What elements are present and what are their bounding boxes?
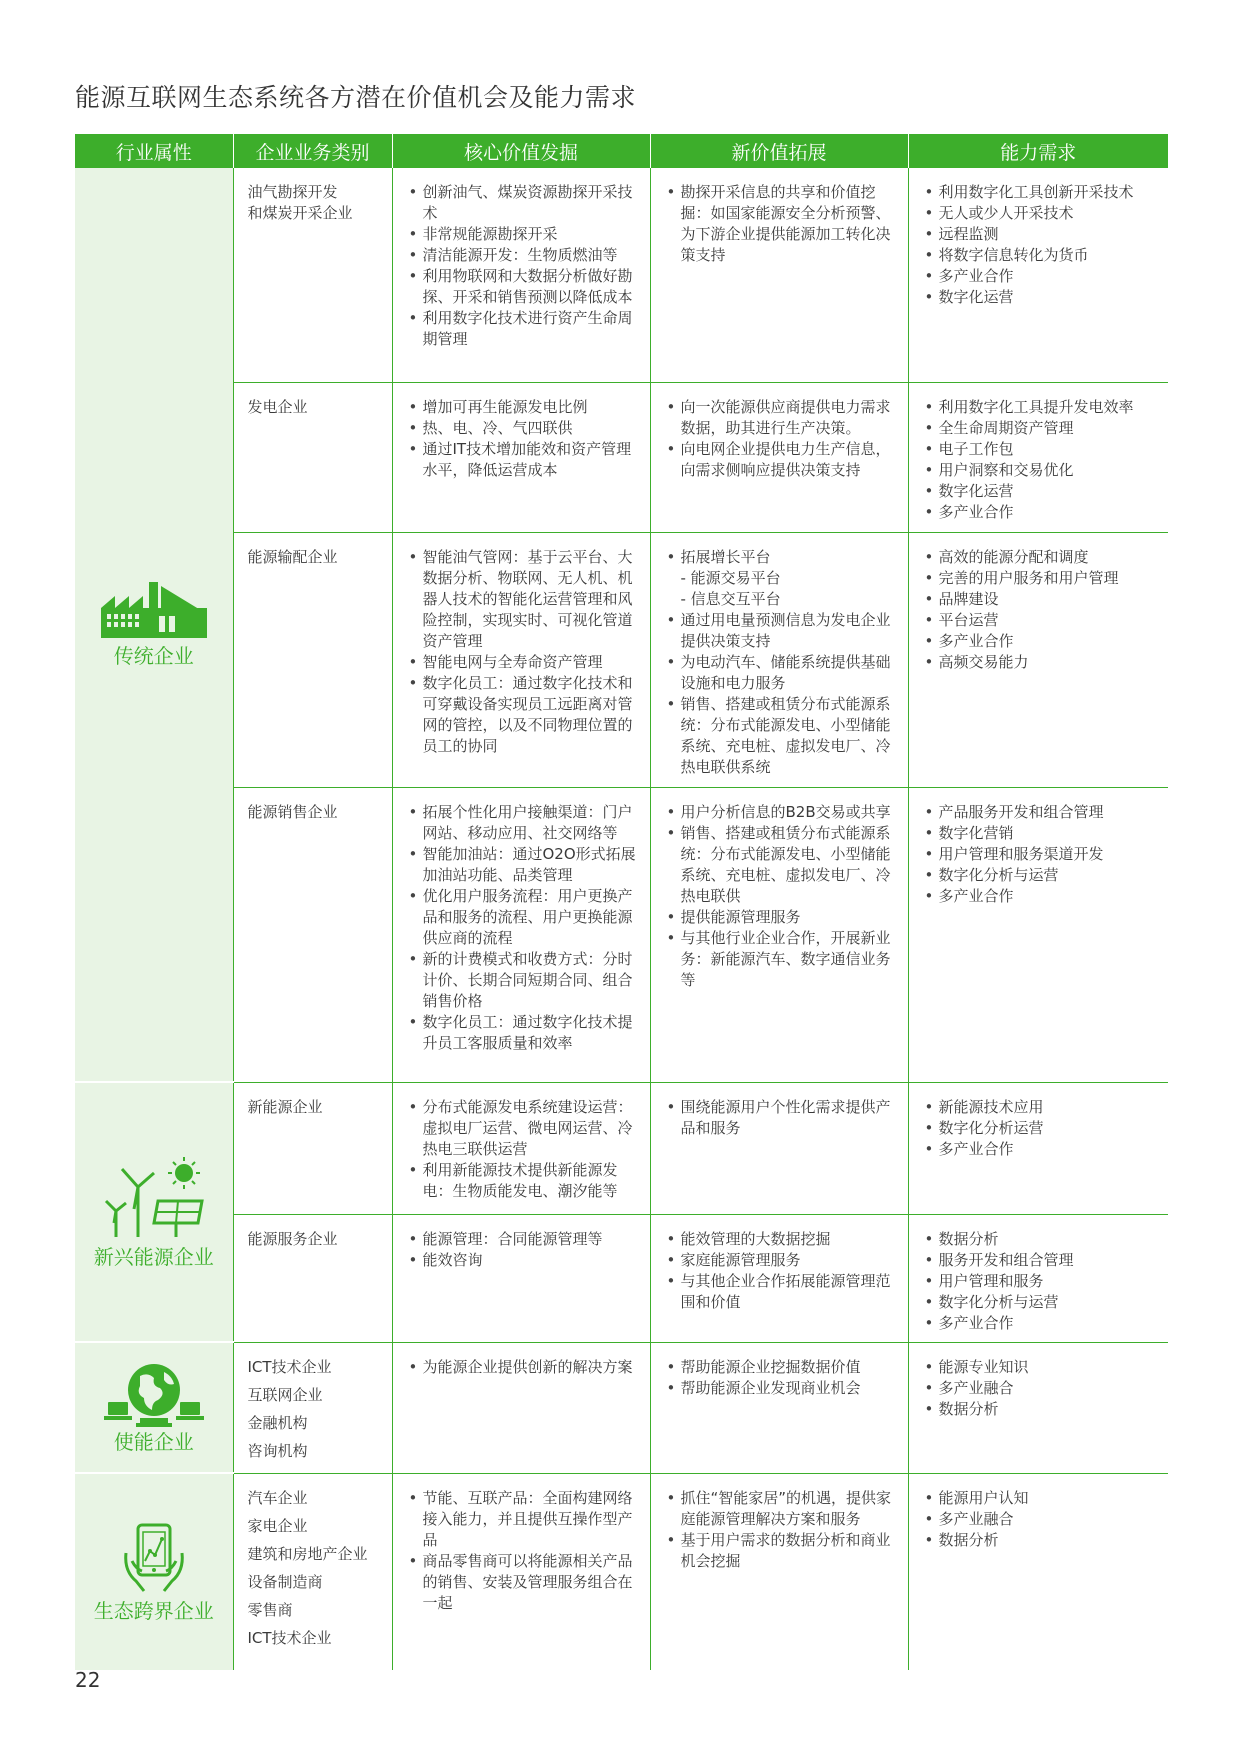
- table-row: [75, 1473, 1168, 1670]
- list-item: • 多产业融合: [923, 1509, 1159, 1530]
- business-type: 新能源企业: [247, 1097, 323, 1116]
- list-item: • 为电动汽车、储能系统提供基础设施和电力服务: [665, 652, 898, 694]
- list-item: • 帮助能源企业挖掘数据价值: [665, 1357, 898, 1378]
- list-item: • 销售、搭建或租赁分布式能源系统：分布式能源发电、小型储能系统、充电桩、虚拟发电厂、冷热电联供系统: [665, 694, 898, 778]
- list-item: • 用户洞察和交易优化: [923, 460, 1159, 481]
- wind-solar-icon: [104, 1157, 204, 1239]
- page-number: 22: [75, 1668, 101, 1692]
- list-item: • 数字化分析与运营: [923, 865, 1159, 886]
- list-item: • 清洁能源开发：生物质燃油等: [407, 245, 640, 266]
- new-value-cell: [650, 1214, 908, 1342]
- list-item: • 家庭能源管理服务: [665, 1250, 898, 1271]
- header-capability: 能力需求: [908, 134, 1168, 168]
- list-item: • 向一次能源供应商提供电力需求数据，助其进行生产决策。: [665, 397, 898, 439]
- list-item: • 数字化分析运营: [923, 1118, 1159, 1139]
- list-item: • 用户管理和服务: [923, 1271, 1159, 1292]
- business-type: 能源销售企业: [247, 802, 338, 821]
- business-type: 家电企业: [247, 1516, 308, 1535]
- capability-cell: [908, 382, 1168, 532]
- list-item: • 利用数字化技术进行资产生命周期管理: [407, 308, 640, 350]
- list-item: • 数据分析: [923, 1530, 1159, 1551]
- category-enabling: [75, 1342, 233, 1473]
- list-item: • 数字化运营: [923, 287, 1159, 308]
- list-item: • 数字化员工：通过数字化技术和可穿戴设备实现员工远距离对管网的管控，以及不同物理位置的员工的协同: [407, 673, 640, 757]
- list-item: • 利用数字化工具提升发电效率: [923, 397, 1159, 418]
- list-item: • 全生命周期资产管理: [923, 418, 1159, 439]
- capability-cell: [908, 1473, 1168, 1670]
- core-value-cell: [392, 787, 650, 1082]
- list-item: • 智能加油站：通过O2O形式拓展加油站功能、品类管理: [407, 844, 640, 886]
- list-item: • 多产业融合: [923, 1378, 1159, 1399]
- list-item: • 新能源技术应用: [923, 1097, 1159, 1118]
- core-value-cell: [392, 1342, 650, 1473]
- list-item: • 多产业合作: [923, 1139, 1159, 1160]
- list-item: • 服务开发和组合管理: [923, 1250, 1159, 1271]
- list-item: • 非常规能源勘探开采: [407, 224, 640, 245]
- list-item: • 能源管理：合同能源管理等: [407, 1229, 640, 1250]
- list-item: • 商品零售商可以将能源相关产品的销售、安装及管理服务组合在一起: [407, 1551, 640, 1614]
- list-item: • 多产业合作: [923, 631, 1159, 652]
- list-item: • 能效管理的大数据挖掘: [665, 1229, 898, 1250]
- list-item: • 拓展个性化用户接触渠道：门户网站、移动应用、社交网络等: [407, 802, 640, 844]
- list-item: • 提供能源管理服务: [665, 907, 898, 928]
- table-row: [75, 1342, 1168, 1473]
- category-ecosystem-crossover: [75, 1473, 233, 1670]
- table-header-row: [75, 134, 1168, 168]
- new-value-cell: [650, 382, 908, 532]
- list-item: • 无人或少人开采技术: [923, 203, 1159, 224]
- list-item: • 通过IT技术增加能效和资产管理水平，降低运营成本: [407, 439, 640, 481]
- list-item: • 多产业合作: [923, 266, 1159, 287]
- list-item: • 数据分析: [923, 1399, 1159, 1420]
- core-value-cell: [392, 168, 650, 382]
- list-item: • 分布式能源发电系统建设运营：虚拟电厂运营、微电网运营、冷热电三联供运营: [407, 1097, 640, 1160]
- business-type-cell: [233, 168, 392, 382]
- business-type-cell: [233, 382, 392, 532]
- list-item: • 数字化员工：通过数字化技术提升员工客服质量和效率: [407, 1012, 640, 1054]
- list-item: • 基于用户需求的数据分析和商业机会挖掘: [665, 1530, 898, 1572]
- capability-cell: [908, 787, 1168, 1082]
- category-label: 生态跨界企业: [93, 1598, 214, 1623]
- category-emerging-energy: [75, 1082, 233, 1342]
- list-item: • 能效咨询: [407, 1250, 640, 1271]
- list-item: • 产品服务开发和组合管理: [923, 802, 1159, 823]
- table-row: [75, 787, 1168, 1082]
- list-item: • 高频交易能力: [923, 652, 1159, 673]
- page-title: 能源互联网生态系统各方潜在价值机会及能力需求: [75, 83, 637, 112]
- new-value-cell: [650, 787, 908, 1082]
- list-item: • 创新油气、煤炭资源勘探开采技术: [407, 182, 640, 224]
- new-value-cell: [650, 532, 908, 787]
- business-type: 油气勘探开发: [247, 183, 338, 201]
- list-item: • 平台运营: [923, 610, 1159, 631]
- list-item: • 数字化营销: [923, 823, 1159, 844]
- core-value-cell: [392, 382, 650, 532]
- business-type: 汽车企业: [247, 1488, 308, 1507]
- table-row: [75, 1214, 1168, 1342]
- business-type: ICT技术企业: [247, 1357, 332, 1376]
- list-item: • 为能源企业提供创新的解决方案: [407, 1357, 640, 1378]
- core-value-cell: [392, 1473, 650, 1670]
- list-item: • 远程监测: [923, 224, 1159, 245]
- new-value-cell: [650, 1082, 908, 1214]
- business-type: 和煤炭开采企业: [247, 204, 353, 222]
- list-item: • 用户分析信息的B2B交易或共享: [665, 802, 898, 823]
- list-item: • 销售、搭建或租赁分布式能源系统：分布式能源发电、小型储能系统、充电桩、虚拟发电厂、冷热电联供: [665, 823, 898, 907]
- list-item: • 品牌建设: [923, 589, 1159, 610]
- list-item: • 与其他企业合作拓展能源管理范围和价值: [665, 1271, 898, 1313]
- list-item: • 数字化分析与运营: [923, 1292, 1159, 1313]
- business-type: ICT技术企业: [247, 1628, 332, 1647]
- list-item: • 勘探开采信息的共享和价值挖掘：如国家能源安全分析预警、为下游企业提供能源加工转化决策支持: [665, 182, 898, 266]
- list-item: • 围绕能源用户个性化需求提供产品和服务: [665, 1097, 898, 1139]
- list-item: • 高效的能源分配和调度: [923, 547, 1159, 568]
- list-item: • 电子工作包: [923, 439, 1159, 460]
- list-item: • 将数字信息转化为货币: [923, 245, 1159, 266]
- business-type: 互联网企业: [247, 1385, 323, 1404]
- core-value-cell: [392, 532, 650, 787]
- table-row: [75, 382, 1168, 532]
- list-item: • 优化用户服务流程：用户更换产品和服务的流程、用户更换能源供应商的流程: [407, 886, 640, 949]
- new-value-cell: [650, 1342, 908, 1473]
- factory-icon: [101, 582, 207, 638]
- table-row: [75, 1082, 1168, 1214]
- list-item: • 用户管理和服务渠道开发: [923, 844, 1159, 865]
- list-item: • 数字化运营: [923, 481, 1159, 502]
- new-value-cell: [650, 168, 908, 382]
- business-type-cell: [233, 1342, 392, 1473]
- list-item: • 完善的用户服务和用户管理: [923, 568, 1159, 589]
- list-item: • 通过用电量预测信息为发电企业提供决策支持: [665, 610, 898, 652]
- category-label: 使能企业: [113, 1430, 194, 1454]
- header-industry: 行业属性: [75, 134, 233, 168]
- business-type: 发电企业: [247, 397, 308, 416]
- core-value-cell: [392, 1082, 650, 1214]
- business-type: 能源输配企业: [247, 547, 338, 566]
- list-subitem: - 能源交易平台: [680, 568, 781, 587]
- list-item: • 数据分析: [923, 1229, 1159, 1250]
- globe-network-icon: [104, 1362, 204, 1428]
- value-opportunity-table: [75, 134, 1168, 1670]
- business-type-cell: [233, 1214, 392, 1342]
- list-item: • 智能电网与全寿命资产管理: [407, 652, 640, 673]
- business-type-cell: [233, 787, 392, 1082]
- core-value-cell: [392, 1214, 650, 1342]
- business-type-cell: [233, 1473, 392, 1670]
- business-type: 建筑和房地产企业: [247, 1544, 368, 1563]
- new-value-cell: [650, 1473, 908, 1670]
- list-item: • 多产业合作: [923, 502, 1159, 523]
- capability-cell: [908, 1342, 1168, 1473]
- list-item: • 与其他行业企业合作，开展新业务：新能源汽车、数字通信业务等: [665, 928, 898, 991]
- capability-cell: [908, 1082, 1168, 1214]
- header-new-value: 新价值拓展: [650, 134, 908, 168]
- list-item: • 新的计费模式和收费方式：分时计价、长期合同短期合同、组合销售价格: [407, 949, 640, 1012]
- category-traditional: [75, 168, 233, 1082]
- category-label: 传统企业: [113, 644, 194, 668]
- list-item: • 向电网企业提供电力生产信息，向需求侧响应提供决策支持: [665, 439, 898, 481]
- list-item: • 利用新能源技术提供新能源发电：生物质能发电、潮汐能等: [407, 1160, 640, 1202]
- table-row: [75, 532, 1168, 787]
- list-item: • 智能油气管网：基于云平台、大数据分析、物联网、无人机、机器人技术的智能化运营管理和风险控制，实现实时、可视化管道资产管理: [407, 547, 640, 652]
- category-label: 新兴能源企业: [93, 1244, 214, 1269]
- business-type: 设备制造商: [247, 1572, 323, 1591]
- business-type: 能源服务企业: [247, 1229, 338, 1248]
- list-item: • 增加可再生能源发电比例: [407, 397, 640, 418]
- capability-cell: [908, 532, 1168, 787]
- list-item: • 帮助能源企业发现商业机会: [665, 1378, 898, 1399]
- list-item: • 拓展增长平台: [665, 547, 898, 568]
- business-type: 零售商: [247, 1600, 293, 1619]
- list-item: • 热、电、冷、气四联供: [407, 418, 640, 439]
- business-type-cell: [233, 1082, 392, 1214]
- list-item: • 利用数字化工具创新开采技术: [923, 182, 1159, 203]
- smart-device-icon: [122, 1523, 186, 1593]
- header-business-type: 企业业务类别: [233, 134, 392, 168]
- business-type: 金融机构: [247, 1413, 308, 1432]
- capability-cell: [908, 168, 1168, 382]
- business-type: 咨询机构: [247, 1441, 308, 1460]
- table-row: [75, 168, 1168, 382]
- list-item: • 利用物联网和大数据分析做好勘探、开采和销售预测以降低成本: [407, 266, 640, 308]
- list-item: • 能源用户认知: [923, 1488, 1159, 1509]
- business-type-cell: [233, 532, 392, 787]
- list-item: • 多产业合作: [923, 1313, 1159, 1334]
- list-item: • 抓住“智能家居”的机遇，提供家庭能源管理解决方案和服务: [665, 1488, 898, 1530]
- list-item: • 能源专业知识: [923, 1357, 1159, 1378]
- list-item: • 节能、互联产品：全面构建网络接入能力，并且提供互操作型产品: [407, 1488, 640, 1551]
- capability-cell: [908, 1214, 1168, 1342]
- header-core-value: 核心价值发掘: [392, 134, 650, 168]
- list-item: • 多产业合作: [923, 886, 1159, 907]
- list-subitem: - 信息交互平台: [680, 589, 781, 608]
